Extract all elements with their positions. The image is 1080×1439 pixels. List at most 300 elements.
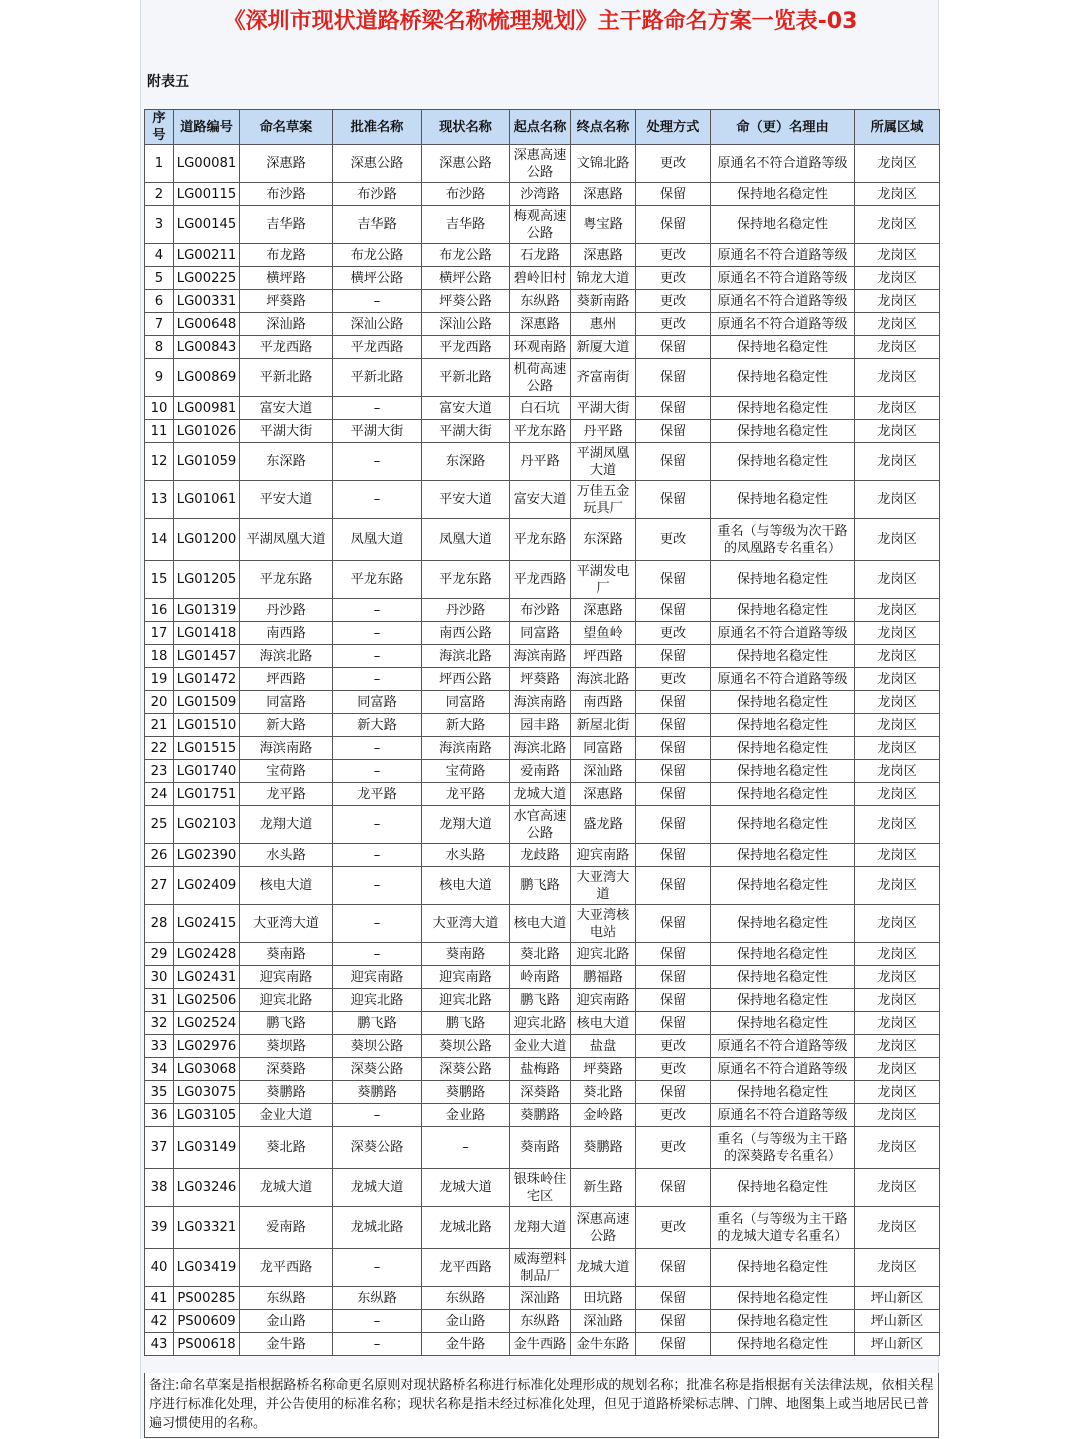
table-cell: LG03105 [174,1104,240,1127]
table-cell: 布沙路 [422,183,510,206]
table-cell: 吉华路 [240,206,333,244]
table-cell: – [333,943,422,966]
table-cell: 金业大道 [510,1035,571,1058]
table-cell: 保持地名稳定性 [711,1310,855,1333]
table-cell: 保留 [636,691,711,714]
table-row [145,290,940,313]
table-cell: 龙岗区 [855,145,940,183]
table-header-row [145,110,940,145]
table-cell: 保持地名稳定性 [711,183,855,206]
table-cell: 万佳五金玩具厂 [571,481,636,519]
table-cell: 迎宾北路 [510,1012,571,1035]
table-cell: 丹沙路 [422,599,510,622]
table-cell: – [333,905,422,943]
table-cell: LG01472 [174,668,240,691]
table-cell: 葵坝公路 [333,1035,422,1058]
table-row [145,1081,940,1104]
table-cell: 龙岗区 [855,806,940,844]
table-cell: LG00331 [174,290,240,313]
column-header: 批准名称 [333,110,422,145]
table-row [145,783,940,806]
table-cell: 保持地名稳定性 [711,714,855,737]
table-cell: LG02409 [174,867,240,905]
table-cell: LG00981 [174,397,240,420]
table-cell: 重名（与等级为主干路的龙城大道专名重名） [711,1207,855,1249]
table-cell: LG01740 [174,760,240,783]
table-cell: 海滨南路 [240,737,333,760]
table-cell: 迎宾南路 [571,844,636,867]
table-cell: 核电大道 [510,905,571,943]
table-cell: 更改 [636,244,711,267]
table-cell: 龙岗区 [855,1104,940,1127]
table-cell: 原通名不符合道路等级 [711,1058,855,1081]
table-cell: 更改 [636,1104,711,1127]
table-cell: 龙城大道 [333,1169,422,1207]
table-cell: 鹏飞路 [510,867,571,905]
table-cell: 平湖凤凰大道 [240,519,333,561]
table-cell: 5 [145,267,174,290]
table-cell: 深葵公路 [333,1058,422,1081]
table-cell: 盐梅路 [510,1058,571,1081]
table-cell: 更改 [636,267,711,290]
table-cell: 核电大道 [422,867,510,905]
table-cell: 保留 [636,1081,711,1104]
table-cell: 15 [145,561,174,599]
table-cell: 金牛东路 [571,1333,636,1356]
table-cell: 葵坝路 [240,1035,333,1058]
table-cell: 水头路 [240,844,333,867]
table-body [145,145,940,1356]
table-row [145,599,940,622]
table-cell: LG01515 [174,737,240,760]
table-cell: 深惠路 [240,145,333,183]
table-cell: 40 [145,1249,174,1287]
table-cell: 深惠高速公路 [510,145,571,183]
table-cell: 深汕公路 [422,313,510,336]
table-cell: 3 [145,206,174,244]
table-cell: 深葵路 [240,1058,333,1081]
table-cell: LG03246 [174,1169,240,1207]
table-cell: 平龙东路 [510,420,571,443]
table-cell: 6 [145,290,174,313]
table-cell: 保留 [636,1249,711,1287]
table-cell: 丹平路 [510,443,571,481]
table-cell: 9 [145,359,174,397]
table-cell: 吉华路 [422,206,510,244]
table-row [145,313,940,336]
table-cell: 白石坑 [510,397,571,420]
table-cell: 23 [145,760,174,783]
table-cell: 金业大道 [240,1104,333,1127]
table-row [145,668,940,691]
table-cell: – [333,481,422,519]
table-cell: 金岭路 [571,1104,636,1127]
table-cell: 2 [145,183,174,206]
table-cell: 葵鹏路 [333,1081,422,1104]
table-cell: 龙岗区 [855,244,940,267]
table-cell: 富安大道 [510,481,571,519]
table-cell: 原通名不符合道路等级 [711,290,855,313]
table-cell: 粤宝路 [571,206,636,244]
table-cell: 坪西公路 [422,668,510,691]
column-header: 终点名称 [571,110,636,145]
table-cell: 21 [145,714,174,737]
table-cell: PS00609 [174,1310,240,1333]
column-header: 起点名称 [510,110,571,145]
table-cell: 海滨北路 [422,645,510,668]
table-cell: – [333,1310,422,1333]
table-cell: 保留 [636,561,711,599]
table-row [145,145,940,183]
table-cell: 龙城大道 [422,1169,510,1207]
table-cell: 葵北路 [510,943,571,966]
table-cell: 重名（与等级为次干路的凤凰路专名重名） [711,519,855,561]
table-row [145,737,940,760]
table-cell: 保持地名稳定性 [711,966,855,989]
table-cell: LG01510 [174,714,240,737]
table-cell: LG00648 [174,313,240,336]
table-cell: 龙翔大道 [510,1207,571,1249]
table-cell: 平龙西路 [422,336,510,359]
table-cell: 平新北路 [422,359,510,397]
table-cell: 龙翔大道 [240,806,333,844]
table-cell: 海滨南路 [422,737,510,760]
table-cell: 更改 [636,668,711,691]
table-cell: 保留 [636,737,711,760]
table-cell: 坪山新区 [855,1287,940,1310]
table-cell: 深惠路 [571,599,636,622]
table-cell: 东纵路 [333,1287,422,1310]
table-cell: LG02390 [174,844,240,867]
table-row [145,844,940,867]
table-cell: 坪葵路 [510,668,571,691]
table-cell: 海滨北路 [240,645,333,668]
table-cell: 凤凰大道 [333,519,422,561]
table-cell: 更改 [636,290,711,313]
table-cell: 平湖大街 [571,397,636,420]
table-cell: 41 [145,1287,174,1310]
table-cell: 金业路 [422,1104,510,1127]
table-cell: 14 [145,519,174,561]
table-cell: 龙城大道 [571,1249,636,1287]
table-row [145,989,940,1012]
table-cell: 海滨南路 [510,691,571,714]
table-cell: – [333,1249,422,1287]
table-cell: 龙翔大道 [422,806,510,844]
table-cell: 金山路 [240,1310,333,1333]
table-cell: 保留 [636,806,711,844]
appendix-label: 附表五 [147,74,189,90]
table-cell: 保持地名稳定性 [711,760,855,783]
table-cell: 13 [145,481,174,519]
table-cell: 同富路 [510,622,571,645]
table-cell: LG03321 [174,1207,240,1249]
table-cell: 保留 [636,443,711,481]
table-cell: 平龙东路 [422,561,510,599]
table-cell: 更改 [636,1035,711,1058]
table-cell: 原通名不符合道路等级 [711,1035,855,1058]
table-cell: 保留 [636,481,711,519]
table-cell: 深汕公路 [333,313,422,336]
table-row [145,1058,940,1081]
table-cell: – [333,443,422,481]
table-cell: LG02428 [174,943,240,966]
table-cell: LG02103 [174,806,240,844]
table-cell: 深惠路 [510,313,571,336]
table-cell: 坪葵路 [240,290,333,313]
table-cell: 重名（与等级为主干路的深葵路专名重名） [711,1127,855,1169]
table-cell: 龙岗区 [855,989,940,1012]
table-row [145,206,940,244]
table-cell: 深惠公路 [422,145,510,183]
table-cell: 坪西路 [571,645,636,668]
table-cell: 平龙东路 [333,561,422,599]
table-cell: 保持地名稳定性 [711,691,855,714]
table-cell: 保持地名稳定性 [711,1249,855,1287]
table-cell: 迎宾北路 [333,989,422,1012]
table-cell: 惠州 [571,313,636,336]
table-cell: 龙岗区 [855,966,940,989]
table-cell: 保持地名稳定性 [711,1333,855,1356]
table-cell: 37 [145,1127,174,1169]
column-header: 序号 [145,110,174,145]
table-cell: 原通名不符合道路等级 [711,668,855,691]
table-cell: PS00285 [174,1287,240,1310]
table-cell: 海滨南路 [510,645,571,668]
table-cell: LG00211 [174,244,240,267]
table-cell: 布沙路 [510,599,571,622]
table-cell: 保持地名稳定性 [711,783,855,806]
table-cell: LG01509 [174,691,240,714]
table-cell: 更改 [636,145,711,183]
table-cell: 大亚湾大道 [571,867,636,905]
table-cell: 深惠公路 [333,145,422,183]
table-cell: LG01418 [174,622,240,645]
table-cell: 金牛路 [422,1333,510,1356]
table-cell: 深汕路 [571,760,636,783]
table-cell: LG02431 [174,966,240,989]
table-cell: 龙岗区 [855,867,940,905]
table-cell: PS00618 [174,1333,240,1356]
table-cell: 南西路 [240,622,333,645]
table-cell: 同富路 [240,691,333,714]
table-cell: 碧岭旧村 [510,267,571,290]
table-cell: 保留 [636,844,711,867]
table-cell: 保持地名稳定性 [711,1012,855,1035]
table-cell: 威海塑料制品厂 [510,1249,571,1287]
table-cell: 龙岗区 [855,622,940,645]
table-cell: 鹏飞路 [422,1012,510,1035]
table-cell: 原通名不符合道路等级 [711,145,855,183]
table-cell: 保留 [636,714,711,737]
table-cell: 环观南路 [510,336,571,359]
table-row [145,336,940,359]
table-cell: 原通名不符合道路等级 [711,244,855,267]
table-cell: 深惠高速公路 [571,1207,636,1249]
table-cell: 布沙路 [240,183,333,206]
table-cell: 保持地名稳定性 [711,599,855,622]
table-cell: 平湖发电厂 [571,561,636,599]
table-cell: 深汕路 [571,1310,636,1333]
table-row [145,420,940,443]
table-cell: 龙城北路 [333,1207,422,1249]
table-cell: 龙岗区 [855,336,940,359]
table-row [145,905,940,943]
table-cell: 龙岗区 [855,783,940,806]
table-cell: 梅观高速公路 [510,206,571,244]
table-cell: 38 [145,1169,174,1207]
table-cell: 龙平路 [240,783,333,806]
table-cell: 保持地名稳定性 [711,1081,855,1104]
table-cell: 保留 [636,943,711,966]
table-cell: LG00225 [174,267,240,290]
table-cell: LG02524 [174,1012,240,1035]
table-cell: 龙歧路 [510,844,571,867]
table-cell: LG01205 [174,561,240,599]
table-cell: 保留 [636,1287,711,1310]
table-cell: 鹏福路 [571,966,636,989]
table-cell: 31 [145,989,174,1012]
table-cell: 坪葵路 [571,1058,636,1081]
table-cell: – [333,1333,422,1356]
table-cell: 保留 [636,760,711,783]
table-cell: 葵南路 [422,943,510,966]
table-cell: 爱南路 [510,760,571,783]
table-row [145,1169,940,1207]
table-cell: 葵坝公路 [422,1035,510,1058]
table-cell: 同富路 [422,691,510,714]
table-cell: – [333,290,422,313]
table-cell: LG00843 [174,336,240,359]
table-cell: LG03419 [174,1249,240,1287]
table-cell: 龙岗区 [855,691,940,714]
table-cell: 大亚湾大道 [422,905,510,943]
table-cell: 核电大道 [240,867,333,905]
table-cell: 丹沙路 [240,599,333,622]
table-cell: 30 [145,966,174,989]
table-cell: 保留 [636,867,711,905]
table-cell: 布龙公路 [422,244,510,267]
table-cell: 平安大道 [240,481,333,519]
table-cell: 龙岗区 [855,1035,940,1058]
table-cell: LG03075 [174,1081,240,1104]
table-cell: 东深路 [422,443,510,481]
table-cell: 35 [145,1081,174,1104]
column-header: 命名草案 [240,110,333,145]
table-row [145,966,940,989]
road-naming-table [144,109,940,1356]
table-cell: 横坪公路 [422,267,510,290]
table-cell: LG02415 [174,905,240,943]
table-cell: 迎宾北路 [240,989,333,1012]
table-cell: 27 [145,867,174,905]
table-cell: 鹏飞路 [240,1012,333,1035]
table-cell: 水头路 [422,844,510,867]
table-cell: LG02506 [174,989,240,1012]
table-row [145,622,940,645]
table-cell: 龙城大道 [240,1169,333,1207]
table-cell: 平龙西路 [333,336,422,359]
table-cell: LG01026 [174,420,240,443]
table-cell: 龙岗区 [855,397,940,420]
table-cell: 龙岗区 [855,267,940,290]
table-cell: 平新北路 [333,359,422,397]
column-header: 命（更）名理由 [711,110,855,145]
table-cell: 原通名不符合道路等级 [711,622,855,645]
table-cell: 龙岗区 [855,1081,940,1104]
table-cell: 迎宾南路 [240,966,333,989]
table-cell: 保持地名稳定性 [711,645,855,668]
table-cell: 布龙公路 [333,244,422,267]
table-cell: 平新北路 [240,359,333,397]
table-cell: 宝荷路 [240,760,333,783]
table-footnote: 备注:命名草案是指根据路桥名称命更名原则对现状路桥名称进行标准化处理形成的规划名称；批准名称是指根据有关法律法规，依相关程序进行标准化处理，并公告使用的标准名称；现状名称是指未经过标准化处理，但见于道路桥梁标志牌、门牌、地图集上或当地居民已普遍习惯使用的名称。 [144,1373,939,1438]
table-cell: 海滨北路 [571,668,636,691]
table-cell: 24 [145,783,174,806]
table-cell: 坪山新区 [855,1333,940,1356]
table-cell: 20 [145,691,174,714]
table-cell: 11 [145,420,174,443]
table-cell: 保留 [636,420,711,443]
table-cell: 新厦大道 [571,336,636,359]
table-cell: 龙平路 [333,783,422,806]
table-cell: 保持地名稳定性 [711,1287,855,1310]
table-row [145,443,940,481]
table-cell: 更改 [636,622,711,645]
table-cell: 核电大道 [571,1012,636,1035]
table-cell: – [333,760,422,783]
table-cell: 保持地名稳定性 [711,1169,855,1207]
table-cell: 保持地名稳定性 [711,359,855,397]
table-row [145,691,940,714]
table-cell: 保持地名稳定性 [711,989,855,1012]
table-cell: 龙岗区 [855,420,940,443]
table-cell: LG01061 [174,481,240,519]
table-cell: 保持地名稳定性 [711,336,855,359]
table-cell: 平安大道 [422,481,510,519]
table-cell: 龙岗区 [855,1058,940,1081]
column-header: 道路编号 [174,110,240,145]
table-cell: 坪西路 [240,668,333,691]
table-cell: 平龙西路 [240,336,333,359]
table-cell: 保留 [636,1310,711,1333]
table-cell: 平龙东路 [510,519,571,561]
table-cell: 保留 [636,397,711,420]
table-cell: LG01200 [174,519,240,561]
table-row [145,1207,940,1249]
table-cell: 39 [145,1207,174,1249]
table-cell: 原通名不符合道路等级 [711,1104,855,1127]
table-cell: 龙城北路 [422,1207,510,1249]
table-cell: 龙岗区 [855,1207,940,1249]
table-cell: 平龙东路 [240,561,333,599]
table-cell: 新大路 [422,714,510,737]
table-cell: 东纵路 [510,1310,571,1333]
table-cell: 保留 [636,645,711,668]
table-row [145,1287,940,1310]
table-cell: 龙岗区 [855,313,940,336]
table-row [145,1104,940,1127]
table-cell: – [333,397,422,420]
page-title: 《深圳市现状道路桥梁名称梳理规划》主干路命名方案一览表-03 [223,9,858,34]
table-cell: 保持地名稳定性 [711,561,855,599]
table-cell: 保留 [636,905,711,943]
table-row [145,806,940,844]
table-cell: 龙岗区 [855,183,940,206]
table-cell: 盐盘 [571,1035,636,1058]
table-row [145,1333,940,1356]
table-cell: LG00145 [174,206,240,244]
